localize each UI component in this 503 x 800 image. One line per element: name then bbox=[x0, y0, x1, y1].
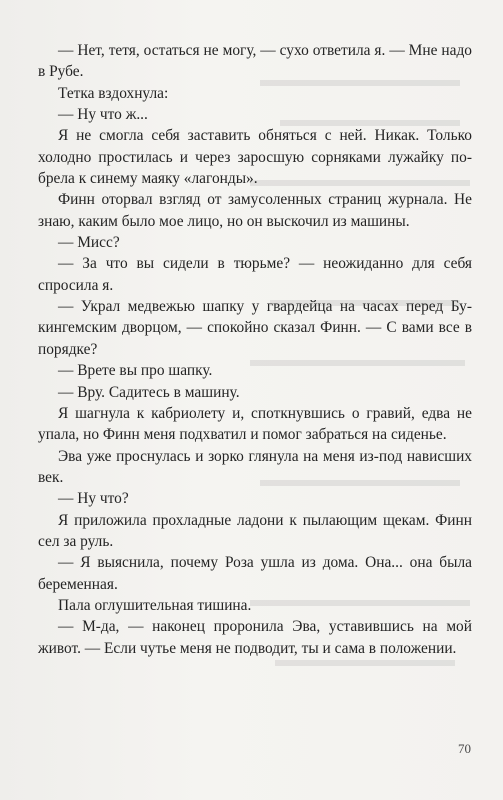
paragraph: Эва уже проснулась и зорко глянула на меня из-под нависших век. bbox=[38, 447, 472, 486]
paragraph: — М-да, — наконец проронила Эва, уставившись на мой живот. — Если чутье меня не подводит, ты и сама в положении. bbox=[38, 618, 472, 657]
paragraph: Я шагнула к кабриолету и, споткнувшись о гравий, едва не упала, но Финн меня подхватил и помог забраться на сиденье. bbox=[38, 404, 472, 444]
body-text bbox=[38, 40, 472, 659]
paragraph: — Ну что? bbox=[58, 490, 129, 508]
paragraph: — Врете вы про шапку. bbox=[58, 362, 213, 380]
paragraph: — Ну что ж... bbox=[58, 106, 148, 124]
paragraph: Тетка вздохнула: bbox=[58, 84, 169, 102]
paragraph: Я не смогла себя заставить обняться с ней. Никак. Только холодно простилась и через заросшую сорняками лужайку побрела к синему маяку «лагонды». bbox=[38, 127, 472, 188]
paragraph: — Я выяснила, почему Роза ушла из дома. Она... она была беременная. bbox=[38, 554, 472, 593]
paragraph: — Мисс? bbox=[58, 234, 120, 252]
paragraph: — За что вы сидели в тюрьме? — неожиданно для себя спросила я. bbox=[38, 255, 472, 294]
paragraph: Финн оторвал взгляд от замусоленных страниц журнала. Не знаю, каким было мое лицо, но он выскочил из машины. bbox=[38, 191, 472, 230]
page-number: 70 bbox=[458, 741, 471, 756]
paragraph: — Украл медвежью шапку у гвардейца на часах перед Букингемским дворцом, — спокойно сказал Финн. — С вами все в порядке? bbox=[38, 298, 472, 358]
paragraph: — Вру. Садитесь в машину. bbox=[58, 383, 240, 401]
paragraph: Я приложила прохладные ладони к пылающим щекам. Финн сел за руль. bbox=[38, 511, 472, 550]
paragraph: — Нет, тетя, остаться не могу, — сухо ответила я. — Мне надо в Рубе. bbox=[38, 42, 472, 81]
paragraph: Пала оглушительная тишина. bbox=[58, 596, 252, 614]
